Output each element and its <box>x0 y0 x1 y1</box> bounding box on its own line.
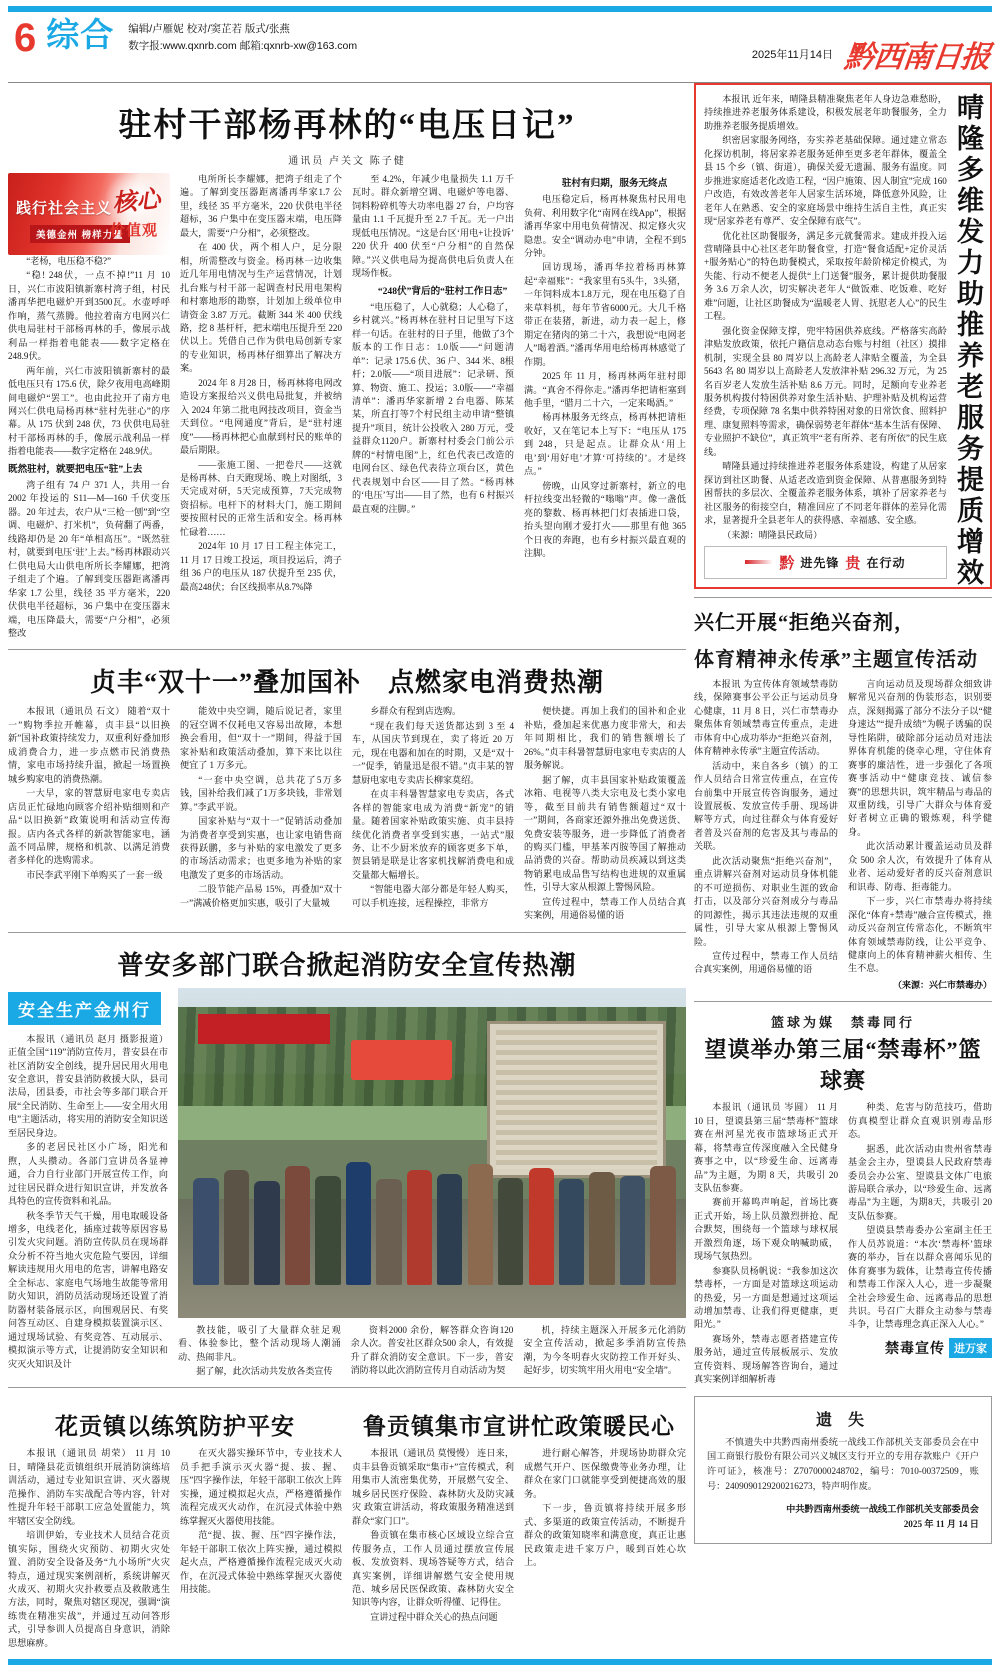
paragraph: 杨再林服务无终点，杨再林把请柜收好，又在笔记本上写下：“电压从 175 到 248，只是起点。让群众从‘用上电’到‘用好电’才算‘可持续的’。才是终点。” <box>524 412 686 477</box>
paragraph: 国家补贴与“双十一”促销活动叠加为消费者享受到实惠，也让家电销售商获得跃鹏，多与补贴的家电激发了更多的市场活动需求；也更多地为补贴的家电激发了更多的市场活动。 <box>180 816 342 880</box>
section-divider <box>8 932 686 933</box>
article3-columns <box>8 988 686 1380</box>
lead-col-1 <box>8 173 170 641</box>
paragraph: 下一步，兴仁市禁毒办将持续深化“体育+禁毒”融合宣传模式，推动反兴奋剂宣传常态化，不断筑牢体育领域禁毒防线，让公平竞争、健康向上的体育精神薪火相传、生生不息。 <box>848 896 992 974</box>
paragraph: 范“提、拔、握、压”四字操作法，年轻干部职工依次上阵实操，通过模拟起火点，严格遵循操作流程完成灭火动作，在沉浸式体验中熟练掌握灭火器使用技能。 <box>180 1530 342 1595</box>
elderly-care-feature-box <box>694 83 992 589</box>
notice-title: 遗 失 <box>815 1411 870 1429</box>
paragraph: 言向运动员及现场群众细致讲解常见兴奋剂的伪装形态，识别要点，深刻揭露了部分不法分子以“健身速达”“提升成绩”为幌子诱骗的误导性陷阱，破除部分运动员对违法界体育机能的侥幸心理，守住体育赛事的廉洁性，进一步强化了各项赛事活动中“健康竞技、诚信参赛”的思想共识，筑牢精品与毒品的双重防线，引导广大群众与体育爱好者树立正确的锻炼观，科学健身。 <box>848 678 992 837</box>
paragraph: 便快捷。再加上我们的国补和企业补贴，叠加起来优惠力度非常大，和去年同期相比，我们的销售额增长了26%。”贞丰科暑智慧厨电家电专卖店的人服务解说。 <box>524 706 686 771</box>
article4-block <box>8 1396 342 1651</box>
article2-headline: 贞丰“双十一”叠加国补 点燃家电消费热潮 <box>89 668 604 698</box>
article5-headline: 鲁贡镇集市宣讲忙政策暖民心 <box>363 1414 675 1440</box>
left-column-zone <box>8 83 686 1651</box>
lead-col-4 <box>524 173 686 641</box>
article4-col-2 <box>180 1447 342 1651</box>
masthead-right <box>752 18 990 76</box>
lead-article-headline: 驻村干部杨再林的“电压日记” <box>118 108 576 144</box>
section-name: 综合 <box>46 16 115 53</box>
paragraph: 据了解，此次活动共发放各类宣传 <box>196 1366 333 1377</box>
lost-document-notice <box>694 1396 992 1544</box>
paragraph: 教技能，吸引了大量群众驻足观看、体验参比，整个活动现场人潮涌动、热闹非凡。 <box>178 1324 341 1362</box>
paragraph: 湾子组有 74 户 371 人，共用一台 2002 年投运的 S11—M—160 千伏变压器。20 年过去，农户从“三枪一刨”到“空调、电磁炉、打米机”，负荷翻了两番，线路却仍是 20 年“单相高压”。“既然驻村，就要到电压‘驻’上去。”杨再林跟动兴仁供电局大山供电所所长李耀娜，把湾子组走了个遍。了解到变压器距离潘再华家 1.7 公里，线径 35 平方毫米，220 伏供电半径超标，36 户集中在变压器末端，电压降最大，需要“户分相”，必须整改 <box>8 479 170 638</box>
paragraph: 进行耐心解答，并现场协助群众完成燃气开户、医保缴费等业务办理，让群众在家门口就能享受到便捷高效的服务。 <box>524 1448 686 1499</box>
section-divider <box>8 1387 686 1388</box>
right-column-zone <box>694 83 992 1651</box>
paragraph: 本报讯（通讯员 石文） 随着“双十一”购物季拉开帷幕，贞丰县“以旧换新”国补政策持续发力，双重利好叠加形成消费合力，进一步点燃市民消费热情，家电市场持续升温，掀起一场置换城乡购家电的消费热潮。 <box>8 706 170 784</box>
photo-crowd <box>178 1093 686 1284</box>
lead-article-byline: 通讯员 卢关文 陈子健 <box>288 156 406 167</box>
paragraph: 电所所长李耀娜，把湾子组走了个遍。了解到变压器距离潘再华家1.7 公里，线径 35 平方毫米，220 伏供电半径超标，36 户集中在变压器末端，电压降最大，需要“户分相”，必须整改。 <box>180 174 342 238</box>
paragraph: 宣传过程中，禁毒工作人员结合真实案例，用通俗易懂的语 <box>694 951 838 975</box>
article2-col-1 <box>8 705 170 923</box>
paragraph: 据悉，此次活动由贵州省禁毒基金会主办，望谟县人民政府禁毒委员会办公室、望谟县文体广电旅游局联合承办，以“珍爱生命、远离毒品”为主题，为期8天，共吸引 20 支队伍参赛。 <box>848 1143 992 1221</box>
paragraph: 2024 年 8 月28 日，杨再林将电网改造设方案报给兴义供电局批复，并被纳入 2024 年第二批电网技改项目，资金当天到位。“电网通度”背后，是“驻村速度”——杨再林把心血献到村民的账单的最后期限。 <box>180 377 342 456</box>
paragraph: 鲁贡镇在集市核心区域设立综合宣传服务点，工作人员通过摆放宣传展板、发放资料、现场答疑等方式，结合真实案例，详细讲解燃气安全使用规范、城乡居民医保政策、森林防火安全知识等内容，让群众听得懂、记得住。 <box>352 1530 514 1608</box>
paragraph: 培训伊始，专业技术人员结合花贡镇实际，围绕火灾预防、初期火灾处置、消防安全设备及务“九小场所”火灾特点，通过现实案例剖析，系统讲解灭火成灭、初期火灾扑救要点及救散逃生方法，同时，聚焦对辖区现况，强调“演练贵在精准实战”，并通过互动问答形式，引导参训人员提高自身意识，消除思想麻痹。 <box>8 1530 170 1648</box>
banner-line4: 价值观 <box>109 223 158 239</box>
masthead <box>0 12 1000 80</box>
paragraph: 能效中央空调，随后说记者，家里的冠空调不仅耗电又容易出故障，本想换会看用，但“双十一”期间，得益于国家补贴和政策活动叠加，算下来比以往便宜了 1 万多元。 <box>180 706 342 771</box>
paragraph: 下一步，鲁贡镇将持续开展多形式、多渠道的政策宣传活动，不断提升群众的政策知晓率和满意度，真正让惠民政策走进千家万户，暖到百姓心坎上。 <box>524 1503 686 1568</box>
lead-col-3 <box>352 173 514 641</box>
anti-drug-badge-tag: 进万家 <box>949 1338 992 1358</box>
notice-signer <box>707 1502 979 1533</box>
feature-source: （来源：晴隆县民政局） <box>722 529 823 540</box>
publication-date: 2025年11月14日 <box>751 49 833 61</box>
article3-photo-col <box>178 988 686 1380</box>
article5-col-2 <box>524 1447 686 1625</box>
paragraph: 宣讲过程中群众关心的热点问题 <box>370 1611 498 1622</box>
article3-headline: 普安多部门联合掀起消防安全宣传热潮 <box>117 950 577 980</box>
credit-editors: 编辑/卢雁妮 校对/窦芷若 版式/张燕 <box>128 23 290 35</box>
paragraph: 秋冬季节天气干燥，用电取暖设备增多，电线老化，插座过载等原因容易引发火灾问题。消防宣传队员在现场群众分析不符当地火灾危险气要因，详细解读违规用火用电的危害，讲解电路安全全标志、家庭电气场地生故能等常用防火知识，消防员活动现场还设置了消防器材装备展示区，向围观居民、有奖问答互动区、自建身模拟装置演示区、通过现场试验、有奖竞答、互动展示、模拟演示等方式，让提消防安全知识和灾灭火知识及计 <box>8 1210 168 1369</box>
paragraph: 此次活动累计覆盖运动员及群众 500 余人次，有效提升了体育从业者、运动爱好者的反兴奋剂意识和识毒、防毒、拒毒能力。 <box>848 841 992 892</box>
banner-line1: 践行社会主义 <box>16 201 113 217</box>
notice-signer-date: 2025 年 11 月 14 日 <box>903 1519 979 1530</box>
paragraph: 织密居家服务网络，夯实养老基础保障。通过建立常态化探访机制，将居家养老服务延伸至更多老年群体，覆盖全县 15 个乡（镇、街道），确保关爱无遗漏、服务有温度。同步推进家庭适老化改造工程，“因户施策、因人制宜”完成 160 户改造，有效改善老年人居家生活环境，降低意外风险，让老年人在熟悉、安全的家庭场景中维持生活自主性，真正实现“居家养老有尊严、安全保障有底气”。 <box>704 135 947 227</box>
page-body <box>0 83 1000 1651</box>
paragraph: 2025 年 11 月，杨再林两年驻村即满。“真舍不得你走。”潘再华把请柜塞到他手里，“腊月二十六，一定来喝酒。” <box>524 371 686 408</box>
anti-drug-badge-text: 禁毒宣传 <box>885 1341 945 1357</box>
photo-red-banner <box>198 1014 330 1044</box>
paragraph: 一大早，家的智慧厨电家电专卖店店员正忙碌地向顾客介绍补贴细则和产品“以旧换新”政策说明和活动宣传海报。店内各式各样的新款智能家电，涵盖不同品牌，规格和机款、以满足消费者多样化的选购需求。 <box>8 788 170 866</box>
notice-signer-name: 中共黔西南州委统一战线工作部机关支部委员会 <box>786 1503 979 1514</box>
newspaper-page <box>0 6 1000 1648</box>
banner-line3: 核心 <box>111 186 162 218</box>
article2-col-3 <box>352 705 514 923</box>
article5-col-1 <box>352 1447 514 1625</box>
paragraph: 赛场外，禁毒志愿者搭建宣传服务站，通过宣传展板展示、发放宣传资料、现场解答咨询台，通过真实案例详细解析毒 <box>694 1333 838 1385</box>
article3-col-4 <box>523 1324 686 1380</box>
article4-columns <box>8 1447 342 1651</box>
core-values-banner <box>8 173 170 255</box>
paragraph: 机，持续主题深入开展多元化消防安全宣传活动，掀起多季消防宣传热潮，为今冬明春火灾防控工作开好头、起好步，切实筑牢用火用电“安全墙”。 <box>523 1324 687 1376</box>
swoosh-icon <box>745 560 773 564</box>
masthead-credits <box>128 18 357 56</box>
photo-tent <box>351 1040 453 1080</box>
right-article3-kicker: 篮球为媒 禁毒同行 <box>770 1015 915 1031</box>
paragraph: 优化社区助餐服务，满足多元就餐需求。建成并投入运营晴隆县中心社区老年助餐食堂，打造“餐食适配+定价灵活+服务贴心”的特色助餐模式，采取按年龄阶梯定价模式，为失能、行动不便老人提供“上门送餐”服务，累计提供助餐服务 3.6 万余人次，切实解决老年人“做饭难、吃饭难、吃好难”问题，让社区助餐成为“温暖老人胃、抚慰老人心”的民生工程。 <box>704 230 947 322</box>
right-article2-col-2 <box>848 678 992 993</box>
right-article2-headline-line1: 兴仁开展“拒绝兴奋剂， <box>694 611 915 634</box>
article-subhead: “248伏”背后的“驻村工作日志” <box>377 285 508 297</box>
right-article2-source: （来源：兴仁市禁毒办） <box>892 979 992 990</box>
party-campaign-badge <box>704 546 947 579</box>
paragraph: “智能电器大部分都是年轻人购买，可以手机连接，远程操控，非常方 <box>352 884 514 908</box>
paragraph: 种类、危害与防范技巧，借助仿真模型让群众直观识别毒品形态。 <box>848 1102 992 1140</box>
paragraph: 此次活动聚焦“拒绝兴奋剂”，重点讲解兴奋剂对运动员身体机能的不可逆损伤、对职业生涯的致命打击，以及部分兴奋剂成分与毒品的同源性，揭示其违法违规的双重属性，引导大家从根源上警惕风险。 <box>694 855 838 947</box>
paragraph: 2024年 10 月 17 日工程主体完工，11 月 17 日竣工投运，项目投运后，湾子组 36 户的电压从 187 伏提升至 235 伏，最高248伏；台区线损率从8.7%降 <box>180 541 342 592</box>
paragraph: 本报讯 近年来，晴隆县精准聚焦老年人身边急难愁盼，持续推进养老服务体系建设，积极发展老年助餐服务，全力助推养老服务提质增效。 <box>704 94 947 131</box>
feature-vertical-headline: 晴隆多维发力助推养老服务提质增效 <box>953 93 983 589</box>
paragraph: 在灭火器实操环节中，专业技术人员手把手演示灭火器“提、拔、握、压”四字操作法，年轻干部职工依次上阵实操，通过模拟起火点，严格遵循操作流程完成灭火动作，在沉浸式体验中熟练掌握灭火器使用技能。 <box>180 1448 342 1526</box>
paragraph: 至 4.2%，年减少电量损失 1.1 万千瓦时。群众新增空调、电磁炉等电器、饲料粉碎机等大功率电器 27 台，户均容量由 1.1 千瓦提升至 2.7 千瓦。无一户出现低电压情况。“这是台区‘用电+让投诉’ 220 伏升 400 伏至“户分相”的自然保障。”兴义供电局为提高供电后负责人在现场作板。 <box>352 174 514 279</box>
article2-columns <box>8 705 686 923</box>
right-article2-headline-line2: 体育精神永传承”主题宣传活动 <box>694 648 978 671</box>
paragraph: 两年前，兴仁市波阳镇新寨村的最低电压只有 175.6 伏，除夕夜用电高峰期间电磁炉“罢工”。也由此拉开了南方电网兴仁供电局杨再林“驻村先驻心”的序幕。从 175 伏到 248 伏，73 伏供电局驻村干部杨再林的手，像展示战利品一样指着电能表——数字定格在 248.9伏。 <box>8 365 170 457</box>
badge-red-char-2: 贵 <box>845 555 861 572</box>
paragraph: 参赛队员杨帆说：“我参加这次禁毒杯，一方面是对篮球这项运动的热爱，另一方面是想通过这项运动增加禁毒、让我们得更健康，更阳光。” <box>694 1265 838 1330</box>
bottom-blue-rule <box>8 1659 992 1665</box>
notice-body: 不慎遗失中共黔西南州委统一战线工作部机关支部委员会在中国工商银行股份有限公司兴义城区支行开立的专用存款账户《开户许可证》，核准号：Z7070000248702，编号：7010-00372509，账号：2409090129200216273，特声明作废。 <box>707 1436 979 1491</box>
badge-text-2: 在行动 <box>866 555 906 570</box>
paragraph: 据了解，贞丰县国家补贴政策覆盖冰箱、电视等八类大宗电及七类小家电等，截至目前共有销售额超过“双十一”期间，各商家还源外推出免费送货、免费安装等服务，进一步降低了消费者的购买门槛，甲基苯丙胺等国了解推动品消费的兴奋。帮助动员疾减以到这类物销累电成品售写结构也进规的双重属性，引导大家从根源上警惕风险。 <box>524 774 686 893</box>
paragraph: 宣传过程中，禁毒工作人员结合真实案例，用通俗易懂的语 <box>524 896 686 921</box>
page-folio-number: 6 <box>14 16 37 60</box>
section-divider <box>694 597 992 598</box>
paragraph: 本报讯（通讯员 赵月 摄影报道） 正值全国“119”消防宣传月，普安县在市社区消防安全创线，提升居民用火用电安全意识，普安县消防救援大队，县司法局，团县委，市社会等多部门联合开展“全民消防、生命至上——安全用火用电”主题活动，将实用的消防安全知识送至居民身边。 <box>8 1033 168 1138</box>
article5-block <box>352 1396 686 1651</box>
article2-col-4 <box>524 705 686 923</box>
paragraph: 本报讯 为宣传体育领域禁毒防线，保障赛事公平公正与运动员身心健康，11 月 8 日，兴仁市禁毒办聚焦体育领域禁毒宣传重点，走进市体育中心成功举办“拒绝兴奋剂，体育精神永传承”主题宣传活动。 <box>694 678 838 757</box>
section-divider <box>8 649 686 650</box>
right-article3-columns <box>694 1101 992 1388</box>
article5-columns <box>352 1447 686 1625</box>
anti-drug-campaign-badge <box>848 1338 992 1358</box>
paragraph: 强化资金保障支撑，兜牢特困供养底线。严格落实高龄津贴发放政策，依托户籍信息动态台账与村组（社区）摸排机制，实现全县 80 周岁以上高龄老人津贴全覆盖，为全县 5643 名 80 周岁以上高龄老人发放津补贴 296.32 万元，为 25 名百岁老人发放生活补贴 8.6 万元。同时，足额向专业养老服务机构拨付特困供养对象生活补贴、护理补贴及机构运营经费，专项保障 78 名集中供养特困对象的日常饮食、照料护理、康复照料等需求，确保弱势老年群体“基本生活有保障、专业照护不缺位”，真正筑牢“老有所养、老有所依”的民生底线。 <box>704 325 947 457</box>
article3-col-3 <box>351 1324 514 1380</box>
right-article3-headline: 望谟举办第三届“禁毒杯”篮球赛 <box>704 1037 982 1094</box>
paragraph: “现在我们每天送货都达到 3 至 4 车，从国庆节到现在，卖了将近 20 万元，现在电器和加在的时期，又是“双十一”促季，销量迅是很不错。”贞丰某的智慧厨电家电专卖店长柳家莫绍。 <box>352 720 514 785</box>
paragraph: 回访现场，潘再华拉着杨再林算起“幸福账”：“我家里有5头牛，3头猪，一年饲料成本1.8万元，现在电压稳了自来草料机，每年节省6000元。大几千格带正在装猪，新进，动力表一起上，修期定在猪肉的第二十六，我想说“电网老人”喝着酒。”潘再华用电给杨再林感觉了作期。 <box>524 262 686 367</box>
paragraph: 本报讯（通讯员 岑圆） 11 月 10 日，望谟县第三届“禁毒杯”篮球赛在州河星光夜市篮球场正式开幕，将禁毒宣传深度融入全民健身赛事之中，以“珍爱生命、远离毒品”为主题，为期 8 天，共吸引 20 支队伍参赛。 <box>694 1102 838 1193</box>
feature-body <box>704 93 953 579</box>
paragraph: 本报讯（通讯员 胡荣） 11 月 10日，晴隆县花贡镇组织开展消防演练培训活动，通过专业知识宣讲、灭火器规范操作、消防车实战配合等内容，针对性提升年轻干部职工应急处置能力，筑牢辖区安全防线。 <box>8 1448 170 1526</box>
paragraph: 资料2000 余份，解答群众咨询120 余人次。普安社区群众500 余人，有效提升了群众消防安全意识。下一步，普安消防将以此次消防宣传月自动活动为契 <box>350 1324 514 1376</box>
article-subhead: 既然驻村，就要把电压“驻”上去 <box>8 463 143 475</box>
article4-headline: 花贡镇以练筑防护平安 <box>55 1414 295 1440</box>
paragraph: 晴隆县通过持续推进养老服务体系建设，构建了从居家探访到社区助餐、从适老改造到资金保障、从普惠服务到特困帮扶的多层次、全覆盖养老服务体系，填补了居家养老与社区服务的衔接空白，精准回应了不同老年群体的差异化需求，显著提升全县老年人的获得感、幸福感、安全感。 <box>704 461 947 526</box>
paragraph: 活动中，来自各乡（镇）的工作人员结合日常宣传重点，在宣传台前集中开展宣传咨询服务，通过设置展板、发放宣传手册、现场讲解等方式，向过往群众与体育爱好者普及兴奋剂的危害及其与毒品的关联。 <box>694 760 838 852</box>
paragraph: “一套中央空调，总共花了5万多钱，国补给我们减了1万多块钱，非常划算。”李武平说。 <box>180 774 342 812</box>
bottom-articles <box>8 1396 686 1651</box>
paragraph: 电压稳定后，杨再林聚焦村民用电负荷、利用数字化“南网在线App”，根据潘再华家中用电负荷情况、拟定修火灾隐患。安全“调动办电”申请，全程不到5 分钟。 <box>524 194 686 258</box>
article3-col-1 <box>8 988 168 1380</box>
paragraph: 望谟县禁毒委办公室副主任王作人员苏说道：“本次‘禁毒杯’篮球赛的举办，旨在以群众喜闻乐见的体育赛事为载体，让禁毒宣传传播和禁毒工作深入人心，进一步凝聚全社会珍爱生命、远离毒品的思想共识。号召广大群众主动参与禁毒斗争，让禁毒理念真正深入人心。” <box>848 1225 992 1330</box>
paragraph: 在 400 伏，两个相人户，足分限相，所需整改与资金。杨再林一边收集近几年用电情况与生产运营情况，计划扎台账与村干部一起调查村民用电架构和村寨地形的勘察，计划加上级单位申请资金 3.87 万元。截断 344 米 400 伏线路，挖 8 基杆杆，把末端电压提升至 220 伏以上。凭借自己作为供电局创新专家的专业知识，杨再林仔细算出了解决方案。 <box>180 242 342 374</box>
right-article3-col-1 <box>694 1101 838 1388</box>
right-article2-columns <box>694 678 992 993</box>
right-article2-col-1 <box>694 678 838 993</box>
paragraph: “稳! 248伏，一点不掉!”11 月 10 日，兴仁市波阳镇新寨村湾子组，村民潘再华把电磁炉开到3500瓦。水壶呼呼作响，蒸气蒸腾。他拉着南方电网兴仁供电局驻村干部杨再林的手，像展示战利品一样指着电能表——数字定格在 248.9伏。 <box>8 270 170 362</box>
paragraph: 傍晚，山风穿过新寨村，新立的电杆拉线变出轻微的“嗡嗡”声。像一盏低亮的黎数、杨再林把门灯表插进口袋，抬头望向刚才爱打火——那里有他 365 个日夜的奔跑，也有乡村振兴最直观的注脚。 <box>524 480 686 558</box>
fire-safety-event-photo <box>178 988 686 1318</box>
article3-col-2 <box>178 1324 341 1380</box>
paragraph: 二股节能产品易 15%，再叠加“双十一”满减价格更加实惠，吸引了大量城 <box>180 884 342 908</box>
paragraph: “电压稳了，人心就稳；人心稳了，乡村就兴。”杨再林在驻村日记里写下这样一句话。在驻村的日子里，他做了3个版本的工作日志：1.0版——“问题清单”：记录 175.6 伏、36 户、344 米、8根杆；2.0版——“项目进展”：记录研、预算、物资、施工、投运；3.0版——“幸福清单”：潘再华家新增 2 台电器、陈某某，所直打等7个村民组主动申请“整镇提升”项目，统计公投收入 280 万元，受益群众1120户。新寨村村委会门前公示牌的“村情电图”上，红色代表已改造的电网台区、绿色代表待立项台区，黄色代表规划中台区——目了然。“杨再林的‘电压’写出——目了然，也有 6 村振兴最直观的注脚。” <box>352 301 514 514</box>
paragraph: 乡群众有程到店选购。 <box>370 706 462 717</box>
paragraph: “老杨，电压稳不稳?” <box>26 256 112 266</box>
paragraph: 市民李武平刚下单购买了一套一级 <box>26 869 163 880</box>
paragraph: 本报讯（通讯员 莫慢慢） 连日来，贞丰县鲁贡镇采取“集市+”宣传模式，利用集市人流密集优势，开展燃气安全、城乡居民医疗保险、森林防火及防灾减灾 政策宣讲活动，将政策服务精准送到群众“家门口”。 <box>352 1448 514 1526</box>
article-subhead: 驻村有归期，服务无终点 <box>561 178 668 189</box>
safety-campaign-tag: 安全生产金州行 <box>8 992 161 1025</box>
lead-article-columns <box>8 173 686 641</box>
lead-col-2 <box>180 173 342 641</box>
paragraph: 在贞丰科暑智慧家电专卖店，各式各样的智能家电成为消费“新宠”的销量。随着国家补贴政策实施、贞丰县持续优化消费者享受到实惠，一站式”服务、让不少厨米放弃的顾客更多下单，贺县销是联是让客家机找解消费电和成交量都大幅增长。 <box>352 789 514 880</box>
paragraph: 多的老居民社区小广场，阳光和煦，人头攒动。各部门宣讲员各显神通，合力自行业部门开展宣传工作，向过往居民群众进行知识宣讲，并发放各具特色的宣传资料和礼品。 <box>8 1142 168 1207</box>
paragraph: 赛前开幕鸣声响起，首场比赛正式开始，场上队员激烈拼抢、配合默契，围绕每一个篮球与球权展开激烈角逐，场下观众呐喊助威，现场气氛热烈。 <box>694 1197 838 1262</box>
badge-text-1: 进先锋 <box>800 555 840 570</box>
right-article3-col-2 <box>848 1101 992 1388</box>
article4-col-1 <box>8 1447 170 1651</box>
badge-red-char-1: 黔 <box>779 555 795 572</box>
banner-line2: 美德金州 榜样力量 <box>30 225 130 243</box>
article3-photo-subcolumns <box>178 1324 686 1380</box>
paragraph: ——张施工图、一把卷尺——这就是杨再林、白天跑现场、晚上对图纸，3天完成对研，5天完成预算，7天完成物资招标。电杆下的材料大门，施工期间要按照村民的正常生活和安全。杨再林忙碌着…… <box>180 459 342 537</box>
credit-digital: 数字报:www.qxnrb.com 邮箱:qxnrb-xw@163.com <box>128 40 358 53</box>
section-divider <box>694 1001 992 1002</box>
newspaper-nameplate: 黔西南日报 <box>842 41 992 74</box>
article2-col-2 <box>180 705 342 923</box>
